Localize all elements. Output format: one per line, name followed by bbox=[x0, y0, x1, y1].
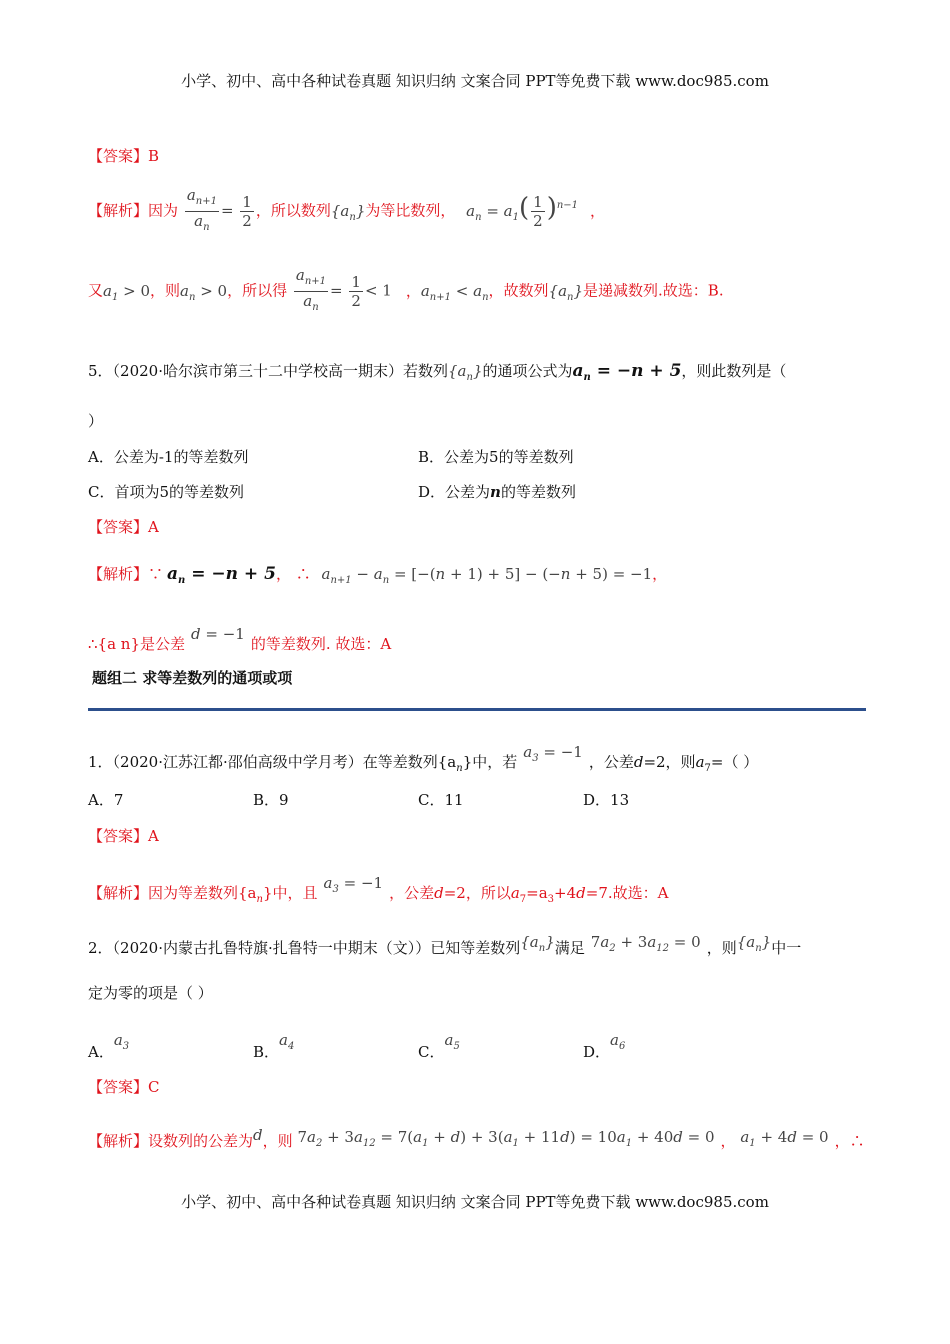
question-text: 5．（2020·哈尔滨市第三十二中学校高一期末）若数列 bbox=[88, 362, 448, 380]
analysis-line-2 bbox=[88, 623, 391, 655]
analysis-text: ，公差 bbox=[389, 884, 435, 902]
analysis-text: 又 bbox=[88, 281, 104, 300]
option-a bbox=[88, 1029, 129, 1063]
option-d bbox=[583, 1029, 625, 1063]
formula-d: d bbox=[253, 1126, 263, 1144]
analysis-text: 的等差数列. 故选：A bbox=[250, 635, 392, 653]
analysis-text: ， bbox=[652, 565, 668, 583]
option-c: C．11 bbox=[418, 791, 464, 809]
formula-a6: $a_6$ bbox=[610, 1031, 626, 1052]
question-5-stem-end: ） bbox=[88, 412, 104, 430]
question-var: a bbox=[695, 753, 705, 771]
analysis-text: 是递减数列.故选：B. bbox=[583, 281, 724, 300]
question-text: =2，则 bbox=[643, 753, 696, 771]
formula-a1-positive: $a_1 > 0$ bbox=[103, 281, 151, 303]
answer-line bbox=[88, 1076, 160, 1098]
question-1-stem: 1．（2020·江苏江都·邵伯高级中学月考）在等差数列$\{a_n\}$中，若$a_3 = -1$，公差d=2，则$a_7=$（ ） bbox=[88, 743, 759, 774]
option-text: C． bbox=[418, 1043, 445, 1061]
analysis-text: ，则 bbox=[262, 1132, 293, 1150]
option-a: A．7 bbox=[88, 791, 124, 809]
formula-seq-2: $\{a_n\}$ bbox=[548, 281, 584, 303]
formula-a5: $a_5$ bbox=[444, 1031, 460, 1052]
formula-a4: $a_4$ bbox=[279, 1031, 295, 1052]
section-divider bbox=[88, 708, 866, 711]
option-d: D．13 bbox=[583, 791, 630, 809]
analysis-text: ， bbox=[720, 1132, 736, 1150]
answer-value: A bbox=[148, 827, 159, 845]
answer-value: A bbox=[148, 518, 159, 536]
question-text: 中一 bbox=[771, 939, 802, 957]
analysis-tag: 【解析】 bbox=[88, 1132, 149, 1150]
question-text: =（ ） bbox=[710, 753, 759, 771]
option-text: 的等差数列 bbox=[500, 483, 576, 501]
formula-general-term: $a_n = a_1$( $\frac{1}{2}$ )$^{n-1}$ bbox=[466, 192, 579, 230]
formula-seq-2: $\{a_n\}$ bbox=[736, 933, 772, 954]
question-2-stem-end: 定为零的项是（ ） bbox=[88, 984, 213, 1002]
question-text: 的通项公式为 bbox=[482, 362, 573, 380]
question-var: d bbox=[633, 753, 644, 771]
page-header: 小学、初中、高中各种试卷真题 知识归纳 文案合同 PPT等免费下载 www.doc985.com bbox=[181, 72, 769, 90]
option-text: A． bbox=[88, 1043, 114, 1061]
option-text: D．公差为 bbox=[418, 483, 491, 501]
formula-expansion: $7a_2 + 3a_{12} = 7(a_1 + d) + 3(a_1 + 11d) = 10a_1 + 40d = 0$ bbox=[297, 1128, 715, 1149]
analysis-text: ，∴ bbox=[834, 1132, 865, 1150]
analysis-text: 因为 bbox=[148, 201, 179, 220]
question-text: 1．（2020·江苏江都·邵伯高级中学月考）在等差数列{a bbox=[88, 753, 457, 771]
answer-line bbox=[88, 145, 159, 167]
question-text: ，公差 bbox=[588, 753, 634, 771]
formula-an-positive: $a_n > 0$ bbox=[180, 281, 228, 303]
analysis-line bbox=[88, 1124, 865, 1155]
question-text: 2．（2020·内蒙古扎鲁特旗·扎鲁特一中期末（文））已知等差数列 bbox=[88, 939, 521, 957]
analysis-tag: 【解析】 bbox=[88, 565, 149, 583]
analysis-line bbox=[88, 563, 667, 592]
analysis-line: 【解析】因为 $\frac{a_{n+1}}{a_n}$ = $\frac{1}{2}$ ，所以数列$\{a_n\}$为等比数列， $a_n = a_1$( $\frac{1}{2}$ )$^{n-1}$ ， bbox=[88, 186, 605, 237]
analysis-text: ∵ bbox=[148, 565, 164, 583]
question-text: }中，若 bbox=[462, 753, 518, 771]
formula-a3: $a_3$ bbox=[113, 1031, 130, 1052]
answer-tag: 【答案】 bbox=[88, 518, 149, 536]
option-c: C．首项为5的等差数列 bbox=[88, 483, 245, 501]
page-footer: 小学、初中、高中各种试卷真题 知识归纳 文案合同 PPT等免费下载 www.doc985.com bbox=[181, 1193, 769, 1211]
analysis-text: }中，且 bbox=[262, 884, 318, 902]
analysis-text: ， bbox=[405, 281, 421, 300]
analysis-text: ，所以得 bbox=[227, 281, 288, 300]
analysis-tag: 【解析】 bbox=[88, 884, 149, 902]
analysis-text: 为等比数列， bbox=[365, 201, 456, 220]
analysis-text: 因为等差数列{a bbox=[148, 884, 257, 902]
option-b: B．公差为5的等差数列 bbox=[418, 448, 574, 466]
formula-an-def: $a_n = -n + 5$ bbox=[167, 564, 276, 586]
question-text: ，则此数列是（ bbox=[681, 362, 787, 380]
section-title: 题组二 求等差数列的通项或项 bbox=[92, 669, 293, 687]
option-b bbox=[253, 1029, 294, 1063]
option-a: A．公差为-1的等差数列 bbox=[88, 448, 249, 466]
option-b: B．9 bbox=[253, 791, 289, 809]
analysis-text: =7.故选：A bbox=[585, 884, 669, 902]
formula-d: d = −1 bbox=[191, 625, 245, 643]
option-c bbox=[418, 1029, 460, 1063]
analysis-text: =a bbox=[526, 884, 548, 902]
formula-seq: $\{a_n\}$ bbox=[448, 362, 483, 383]
formula-decreasing: $a_{n+1} < a_n$ bbox=[420, 281, 489, 303]
question-text: 满足 bbox=[554, 939, 585, 957]
analysis-line-2: 又$a_1 > 0$，则$a_n > 0$，所以得 $\frac{a_{n+1}}{a_n}$ = $\frac{1}{2}$ < 1 ，$a_{n+1} < a_n$，故数列$\{a_n\}$是递减数列.故选：B. bbox=[88, 266, 724, 317]
analysis-tag: 【解析】 bbox=[88, 201, 149, 220]
answer-line bbox=[88, 825, 159, 847]
formula-condition: $7a_2 + 3a_{12} = 0$ bbox=[590, 933, 701, 954]
formula-ratio-2: $\frac{a_{n+1}}{a_n}$ bbox=[295, 266, 327, 313]
formula-seq: $\{a_n\}$ bbox=[330, 201, 366, 223]
analysis-text: ∴{a n}是公差 bbox=[88, 635, 186, 653]
question-2-stem bbox=[88, 931, 801, 960]
formula-ratio: $\frac{a_{n+1}}{a_n}$ bbox=[186, 186, 217, 233]
answer-tag: 【答案】 bbox=[88, 1078, 149, 1096]
analysis-line: 【解析】因为等差数列$\{a_n\}$中，且$a_3 = -1$，公差d=2，所以$a_7=a_3+4d=7$.故选：A bbox=[88, 874, 669, 905]
formula-result: $a_1 + 4d = 0$ bbox=[740, 1128, 829, 1149]
option-text: D． bbox=[583, 1043, 611, 1061]
question-5-stem bbox=[88, 360, 786, 389]
analysis-text: =2，所以 bbox=[443, 884, 511, 902]
answer-value: C bbox=[148, 1078, 160, 1096]
formula-seq: $\{a_n\}$ bbox=[520, 933, 555, 954]
analysis-text: ， bbox=[590, 201, 606, 220]
analysis-text: ，故数列 bbox=[488, 281, 549, 300]
option-text: B． bbox=[253, 1043, 280, 1061]
answer-tag: 【答案】 bbox=[88, 827, 149, 845]
option-d bbox=[418, 481, 576, 503]
analysis-text: ，则 bbox=[150, 281, 181, 300]
formula-half: $\frac{1}{2}$ bbox=[242, 193, 252, 230]
answer-value: B bbox=[148, 147, 160, 165]
answer-tag: 【答案】 bbox=[88, 147, 149, 165]
formula-a3: $a_3 = -1$ bbox=[523, 743, 583, 764]
formula-an-def: $a_n = -n + 5$ bbox=[572, 361, 682, 383]
formula-half-2: $\frac{1}{2}$ bbox=[351, 273, 361, 310]
analysis-text: ， ∴ bbox=[275, 565, 311, 583]
formula-difference: $a_{n+1} - a_n = [-(n + 1) + 5] - (-n + 5) = -1$ bbox=[321, 565, 653, 586]
analysis-text: ，所以数列 bbox=[255, 201, 331, 220]
answer-line bbox=[88, 516, 159, 538]
question-text: ，则 bbox=[706, 939, 737, 957]
analysis-text: 设数列的公差为 bbox=[148, 1132, 254, 1150]
option-var: n bbox=[490, 483, 501, 501]
analysis-text: +4 bbox=[554, 884, 577, 902]
formula-a3: $a_3 = -1$ bbox=[323, 874, 384, 895]
